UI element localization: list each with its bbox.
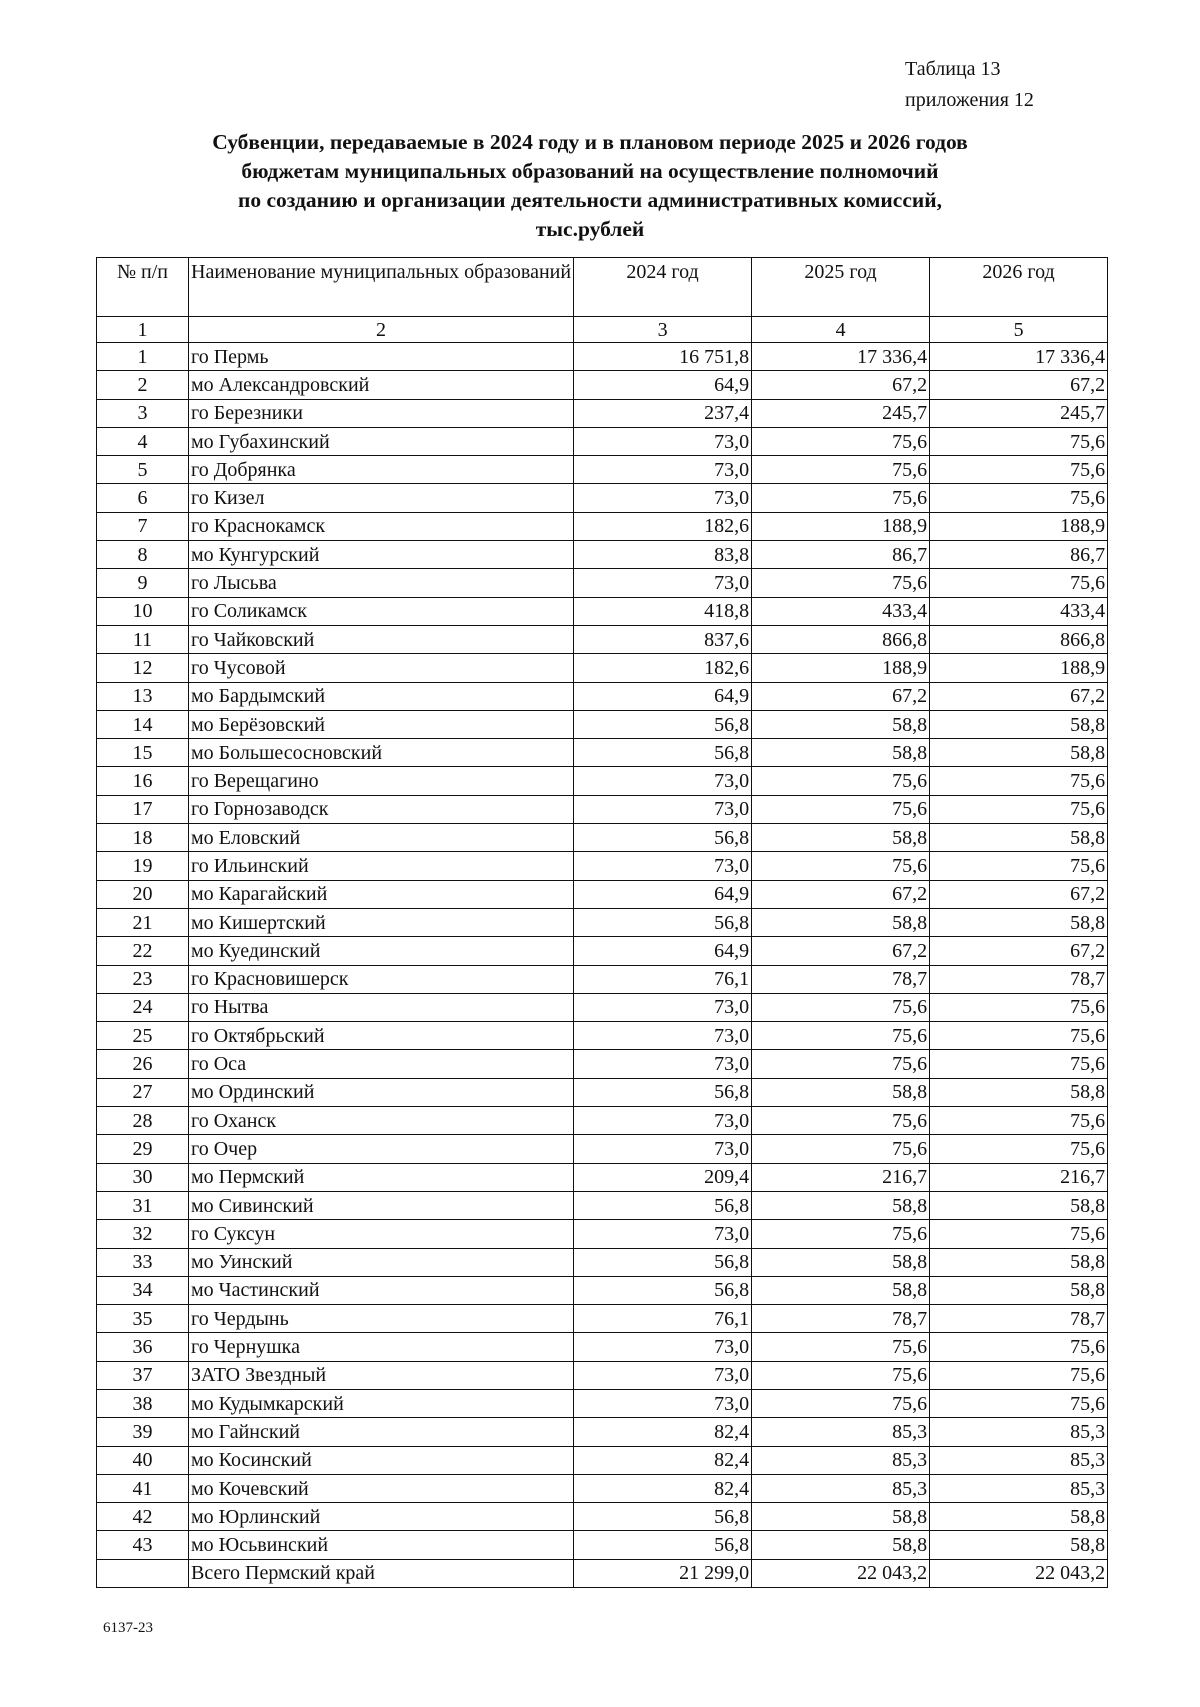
value-2024: 76,1 <box>574 1305 752 1333</box>
value-2026: 75,6 <box>930 1135 1108 1163</box>
value-2025: 58,8 <box>752 908 930 936</box>
header-year-2025: 2025 год <box>752 258 930 317</box>
value-2025: 58,8 <box>752 1248 930 1276</box>
value-2026: 75,6 <box>930 795 1108 823</box>
value-2024: 182,6 <box>574 512 752 540</box>
row-number: 29 <box>97 1135 189 1163</box>
column-number: 2 <box>189 317 574 343</box>
value-2026: 216,7 <box>930 1163 1108 1191</box>
municipality-name: мо Берёзовский <box>189 710 574 738</box>
row-number: 38 <box>97 1389 189 1417</box>
table-row <box>97 1276 1108 1304</box>
municipality-name: мо Карагайский <box>189 880 574 908</box>
total-value-2024: 21 299,0 <box>574 1559 752 1587</box>
header-municipality: Наименование муниципальных образований <box>189 258 574 317</box>
table-row <box>97 1135 1108 1163</box>
value-2025: 75,6 <box>752 767 930 795</box>
row-number: 31 <box>97 1191 189 1219</box>
value-2026: 75,6 <box>930 569 1108 597</box>
municipality-name: мо Кишертский <box>189 908 574 936</box>
table-row <box>97 654 1108 682</box>
value-2024: 209,4 <box>574 1163 752 1191</box>
row-number: 20 <box>97 880 189 908</box>
value-2026: 86,7 <box>930 541 1108 569</box>
value-2025: 86,7 <box>752 541 930 569</box>
value-2026: 58,8 <box>930 1531 1108 1559</box>
value-2024: 73,0 <box>574 427 752 455</box>
table-row <box>97 1446 1108 1474</box>
header-row-number: № п/п <box>97 258 189 317</box>
value-2026: 58,8 <box>930 1248 1108 1276</box>
municipality-name: мо Александровский <box>189 371 574 399</box>
table-row <box>97 399 1108 427</box>
value-2025: 78,7 <box>752 1305 930 1333</box>
municipality-name: го Оханск <box>189 1107 574 1135</box>
value-2026: 75,6 <box>930 1389 1108 1417</box>
table-row <box>97 824 1108 852</box>
row-number: 7 <box>97 512 189 540</box>
value-2025: 433,4 <box>752 597 930 625</box>
total-value-2026: 22 043,2 <box>930 1559 1108 1587</box>
header-year-2024: 2024 год <box>574 258 752 317</box>
table-row <box>97 1220 1108 1248</box>
value-2025: 58,8 <box>752 1276 930 1304</box>
value-2025: 85,3 <box>752 1474 930 1502</box>
value-2025: 75,6 <box>752 1022 930 1050</box>
value-2024: 64,9 <box>574 371 752 399</box>
municipality-name: го Горнозаводск <box>189 795 574 823</box>
column-number: 3 <box>574 317 752 343</box>
municipality-name: го Краснокамск <box>189 512 574 540</box>
row-number: 17 <box>97 795 189 823</box>
municipality-name: го Соликамск <box>189 597 574 625</box>
value-2024: 56,8 <box>574 824 752 852</box>
value-2025: 58,8 <box>752 710 930 738</box>
value-2024: 56,8 <box>574 1531 752 1559</box>
row-number: 24 <box>97 993 189 1021</box>
row-number: 12 <box>97 654 189 682</box>
table-row <box>97 1503 1108 1531</box>
value-2024: 182,6 <box>574 654 752 682</box>
value-2024: 73,0 <box>574 569 752 597</box>
value-2026: 75,6 <box>930 1107 1108 1135</box>
row-number: 39 <box>97 1418 189 1446</box>
municipality-name: мо Губахинский <box>189 427 574 455</box>
table-row <box>97 1078 1108 1106</box>
row-number: 25 <box>97 1022 189 1050</box>
value-2024: 418,8 <box>574 597 752 625</box>
value-2024: 56,8 <box>574 1503 752 1531</box>
value-2026: 58,8 <box>930 824 1108 852</box>
table-row <box>97 1050 1108 1078</box>
row-number: 23 <box>97 965 189 993</box>
table-row <box>97 484 1108 512</box>
row-number: 13 <box>97 682 189 710</box>
municipality-name: го Суксун <box>189 1220 574 1248</box>
value-2024: 16 751,8 <box>574 343 752 371</box>
value-2025: 58,8 <box>752 1531 930 1559</box>
value-2025: 75,6 <box>752 484 930 512</box>
value-2026: 58,8 <box>930 1276 1108 1304</box>
table-row <box>97 937 1108 965</box>
value-2025: 67,2 <box>752 371 930 399</box>
total-value-2025: 22 043,2 <box>752 1559 930 1587</box>
table-row <box>97 852 1108 880</box>
column-number-row <box>97 317 1108 343</box>
municipality-name: мо Куединский <box>189 937 574 965</box>
value-2024: 82,4 <box>574 1446 752 1474</box>
value-2024: 73,0 <box>574 767 752 795</box>
table-row <box>97 456 1108 484</box>
municipality-name: мо Юрлинский <box>189 1503 574 1531</box>
value-2025: 17 336,4 <box>752 343 930 371</box>
table-row <box>97 908 1108 936</box>
title-line: бюджетам муниципальных образований на осуществление полномочий <box>241 159 939 183</box>
table-row <box>97 993 1108 1021</box>
value-2025: 216,7 <box>752 1163 930 1191</box>
value-2024: 64,9 <box>574 937 752 965</box>
value-2025: 67,2 <box>752 880 930 908</box>
table-row <box>97 682 1108 710</box>
value-2025: 75,6 <box>752 1389 930 1417</box>
value-2026: 75,6 <box>930 427 1108 455</box>
row-number: 4 <box>97 427 189 455</box>
row-number: 43 <box>97 1531 189 1559</box>
table-number: Таблица 13 <box>905 58 1001 80</box>
value-2024: 73,0 <box>574 1333 752 1361</box>
value-2024: 76,1 <box>574 965 752 993</box>
value-2026: 67,2 <box>930 682 1108 710</box>
value-2025: 75,6 <box>752 1220 930 1248</box>
value-2026: 188,9 <box>930 512 1108 540</box>
column-number: 1 <box>97 317 189 343</box>
value-2024: 73,0 <box>574 852 752 880</box>
value-2026: 75,6 <box>930 1361 1108 1389</box>
row-number: 14 <box>97 710 189 738</box>
total-row-number <box>97 1559 189 1587</box>
table-row <box>97 1474 1108 1502</box>
row-number: 9 <box>97 569 189 597</box>
value-2026: 67,2 <box>930 371 1108 399</box>
value-2025: 58,8 <box>752 1078 930 1106</box>
value-2024: 237,4 <box>574 399 752 427</box>
municipality-name: го Березники <box>189 399 574 427</box>
value-2026: 75,6 <box>930 1022 1108 1050</box>
row-number: 32 <box>97 1220 189 1248</box>
value-2026: 866,8 <box>930 625 1108 653</box>
value-2026: 58,8 <box>930 908 1108 936</box>
row-number: 35 <box>97 1305 189 1333</box>
value-2026: 245,7 <box>930 399 1108 427</box>
value-2025: 67,2 <box>752 682 930 710</box>
row-number: 41 <box>97 1474 189 1502</box>
total-row <box>97 1559 1108 1587</box>
value-2025: 58,8 <box>752 739 930 767</box>
value-2026: 58,8 <box>930 739 1108 767</box>
value-2024: 73,0 <box>574 456 752 484</box>
table-row <box>97 1531 1108 1559</box>
table-row <box>97 767 1108 795</box>
municipality-name: мо Ординский <box>189 1078 574 1106</box>
value-2024: 64,9 <box>574 880 752 908</box>
value-2024: 56,8 <box>574 1078 752 1106</box>
value-2025: 58,8 <box>752 824 930 852</box>
municipality-name: го Пермь <box>189 343 574 371</box>
municipality-name: мо Гайнский <box>189 1418 574 1446</box>
value-2026: 58,8 <box>930 1191 1108 1219</box>
table-row <box>97 739 1108 767</box>
row-number: 40 <box>97 1446 189 1474</box>
value-2026: 78,7 <box>930 1305 1108 1333</box>
value-2026: 67,2 <box>930 937 1108 965</box>
row-number: 3 <box>97 399 189 427</box>
row-number: 28 <box>97 1107 189 1135</box>
table-row <box>97 343 1108 371</box>
municipality-name: мо Уинский <box>189 1248 574 1276</box>
value-2025: 75,6 <box>752 427 930 455</box>
municipality-name: мо Бардымский <box>189 682 574 710</box>
value-2024: 73,0 <box>574 1361 752 1389</box>
value-2024: 82,4 <box>574 1418 752 1446</box>
municipality-name: го Ильинский <box>189 852 574 880</box>
row-number: 22 <box>97 937 189 965</box>
value-2026: 58,8 <box>930 710 1108 738</box>
row-number: 8 <box>97 541 189 569</box>
value-2025: 85,3 <box>752 1418 930 1446</box>
table-row <box>97 512 1108 540</box>
row-number: 34 <box>97 1276 189 1304</box>
subventions-table <box>96 257 1108 1588</box>
value-2026: 85,3 <box>930 1474 1108 1502</box>
municipality-name: мо Кунгурский <box>189 541 574 569</box>
value-2024: 64,9 <box>574 682 752 710</box>
value-2025: 75,6 <box>752 993 930 1021</box>
table-row <box>97 1418 1108 1446</box>
table-row <box>97 1107 1108 1135</box>
value-2024: 82,4 <box>574 1474 752 1502</box>
value-2025: 75,6 <box>752 795 930 823</box>
value-2024: 73,0 <box>574 1107 752 1135</box>
municipality-name: мо Кудымкарский <box>189 1389 574 1417</box>
value-2024: 56,8 <box>574 739 752 767</box>
table-row <box>97 1389 1108 1417</box>
municipality-name: го Чердынь <box>189 1305 574 1333</box>
row-number: 15 <box>97 739 189 767</box>
table-row <box>97 597 1108 625</box>
value-2025: 245,7 <box>752 399 930 427</box>
municipality-name: го Чайковский <box>189 625 574 653</box>
table-row <box>97 625 1108 653</box>
value-2026: 75,6 <box>930 852 1108 880</box>
table-reference <box>905 54 1034 116</box>
table-row <box>97 427 1108 455</box>
value-2024: 56,8 <box>574 1276 752 1304</box>
value-2025: 75,6 <box>752 1135 930 1163</box>
municipality-name: го Верещагино <box>189 767 574 795</box>
value-2026: 85,3 <box>930 1418 1108 1446</box>
header-year-2026: 2026 год <box>930 258 1108 317</box>
row-number: 5 <box>97 456 189 484</box>
total-label: Всего Пермский край <box>189 1559 574 1587</box>
table-row <box>97 371 1108 399</box>
municipality-name: го Кизел <box>189 484 574 512</box>
row-number: 1 <box>97 343 189 371</box>
value-2026: 75,6 <box>930 456 1108 484</box>
document-title <box>110 128 1070 244</box>
table-row <box>97 1163 1108 1191</box>
municipality-name: мо Кочевский <box>189 1474 574 1502</box>
value-2026: 67,2 <box>930 880 1108 908</box>
value-2025: 75,6 <box>752 569 930 597</box>
row-number: 37 <box>97 1361 189 1389</box>
municipality-name: го Нытва <box>189 993 574 1021</box>
value-2025: 188,9 <box>752 512 930 540</box>
value-2025: 866,8 <box>752 625 930 653</box>
value-2025: 75,6 <box>752 456 930 484</box>
value-2026: 75,6 <box>930 1220 1108 1248</box>
document-code: 6137-23 <box>103 1620 153 1636</box>
value-2024: 73,0 <box>574 484 752 512</box>
municipality-name: го Красновишерск <box>189 965 574 993</box>
row-number: 33 <box>97 1248 189 1276</box>
row-number: 6 <box>97 484 189 512</box>
value-2026: 78,7 <box>930 965 1108 993</box>
table-row <box>97 795 1108 823</box>
value-2026: 58,8 <box>930 1503 1108 1531</box>
row-number: 30 <box>97 1163 189 1191</box>
table-body <box>97 343 1108 1588</box>
municipality-name: мо Юсьвинский <box>189 1531 574 1559</box>
value-2025: 67,2 <box>752 937 930 965</box>
value-2026: 58,8 <box>930 1078 1108 1106</box>
value-2026: 433,4 <box>930 597 1108 625</box>
value-2025: 75,6 <box>752 852 930 880</box>
value-2025: 85,3 <box>752 1446 930 1474</box>
table-row <box>97 1191 1108 1219</box>
table-row <box>97 965 1108 993</box>
municipality-name: го Октябрьский <box>189 1022 574 1050</box>
municipality-name: го Чернушка <box>189 1333 574 1361</box>
table-row <box>97 541 1108 569</box>
row-number: 27 <box>97 1078 189 1106</box>
value-2025: 75,6 <box>752 1050 930 1078</box>
municipality-name: мо Частинский <box>189 1276 574 1304</box>
row-number: 21 <box>97 908 189 936</box>
value-2025: 75,6 <box>752 1333 930 1361</box>
municipality-name: мо Сивинский <box>189 1191 574 1219</box>
municipality-name: мо Большесосновский <box>189 739 574 767</box>
municipality-name: мо Пермский <box>189 1163 574 1191</box>
value-2024: 56,8 <box>574 1248 752 1276</box>
table-row <box>97 880 1108 908</box>
value-2026: 75,6 <box>930 484 1108 512</box>
value-2026: 17 336,4 <box>930 343 1108 371</box>
value-2024: 56,8 <box>574 710 752 738</box>
table-row <box>97 1333 1108 1361</box>
value-2025: 75,6 <box>752 1107 930 1135</box>
value-2025: 58,8 <box>752 1503 930 1531</box>
value-2025: 78,7 <box>752 965 930 993</box>
value-2024: 83,8 <box>574 541 752 569</box>
value-2026: 75,6 <box>930 1050 1108 1078</box>
table-header-row <box>97 258 1108 317</box>
row-number: 18 <box>97 824 189 852</box>
row-number: 11 <box>97 625 189 653</box>
row-number: 19 <box>97 852 189 880</box>
value-2024: 56,8 <box>574 908 752 936</box>
municipality-name: го Оса <box>189 1050 574 1078</box>
row-number: 42 <box>97 1503 189 1531</box>
row-number: 2 <box>97 371 189 399</box>
row-number: 16 <box>97 767 189 795</box>
value-2024: 56,8 <box>574 1191 752 1219</box>
value-2026: 75,6 <box>930 1333 1108 1361</box>
value-2024: 73,0 <box>574 993 752 1021</box>
table-row <box>97 1248 1108 1276</box>
municipality-name: го Очер <box>189 1135 574 1163</box>
value-2026: 75,6 <box>930 993 1108 1021</box>
table-row <box>97 1022 1108 1050</box>
appendix-reference: приложения 12 <box>905 89 1034 111</box>
column-number: 4 <box>752 317 930 343</box>
value-2024: 73,0 <box>574 1135 752 1163</box>
row-number: 10 <box>97 597 189 625</box>
municipality-name: го Добрянка <box>189 456 574 484</box>
table-row <box>97 710 1108 738</box>
value-2025: 75,6 <box>752 1361 930 1389</box>
municipality-name: мо Косинский <box>189 1446 574 1474</box>
value-2024: 837,6 <box>574 625 752 653</box>
table-row <box>97 569 1108 597</box>
column-number: 5 <box>930 317 1108 343</box>
title-line: Субвенции, передаваемые в 2024 году и в плановом периоде 2025 и 2026 годов <box>212 130 968 154</box>
value-2024: 73,0 <box>574 1220 752 1248</box>
municipality-name: го Лысьва <box>189 569 574 597</box>
row-number: 36 <box>97 1333 189 1361</box>
value-2026: 75,6 <box>930 767 1108 795</box>
title-unit: тыс.рублей <box>535 217 645 241</box>
value-2024: 73,0 <box>574 795 752 823</box>
value-2024: 73,0 <box>574 1022 752 1050</box>
table-row <box>97 1361 1108 1389</box>
title-line: по созданию и организации деятельности административных комиссий, <box>237 188 943 212</box>
value-2024: 73,0 <box>574 1050 752 1078</box>
value-2024: 73,0 <box>574 1389 752 1417</box>
municipality-name: го Чусовой <box>189 654 574 682</box>
municipality-name: ЗАТО Звездный <box>189 1361 574 1389</box>
value-2026: 188,9 <box>930 654 1108 682</box>
value-2025: 188,9 <box>752 654 930 682</box>
value-2025: 58,8 <box>752 1191 930 1219</box>
table-row <box>97 1305 1108 1333</box>
municipality-name: мо Еловский <box>189 824 574 852</box>
value-2026: 85,3 <box>930 1446 1108 1474</box>
row-number: 26 <box>97 1050 189 1078</box>
